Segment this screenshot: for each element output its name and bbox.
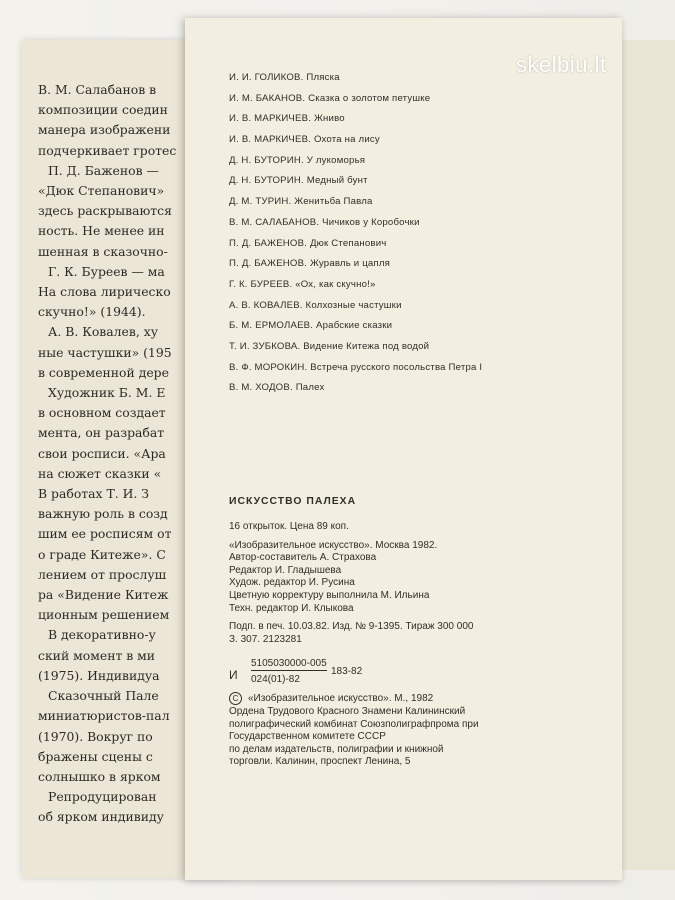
left-page-line: (1975). Индивидуа (38, 667, 160, 683)
printer-line: по делам издательств, полиграфии и книжной (229, 743, 444, 755)
isbn-top: 5105030000-005 (251, 658, 327, 670)
printer-info (229, 706, 609, 769)
editor-line: Редактор И. Гладышева (229, 564, 342, 576)
left-page-line: в современной дере (38, 364, 169, 380)
list-item-title: Палех (295, 382, 325, 394)
list-item (229, 109, 619, 130)
list-item-author: Г. К. БУРЕЕВ. (229, 278, 293, 290)
left-page-line: ционным решением (38, 607, 170, 623)
left-page-line: об ярком индивиду (38, 809, 164, 825)
list-item (229, 89, 619, 110)
art-editor-line: Худож. редактор И. Русина (229, 577, 355, 589)
list-item-author: Т. И. ЗУБКОВА. (229, 340, 301, 352)
list-item-author: И. И. ГОЛИКОВ. (229, 72, 304, 83)
list-item (229, 151, 619, 172)
printer-line: Государственном комитете СССР (229, 731, 386, 743)
left-page-line: здесь раскрываются (38, 203, 172, 219)
left-page-line: Г. К. Буреев — ма (48, 263, 165, 279)
left-page-line: А. В. Ковалев, ху (48, 324, 158, 340)
left-page-line: шенная в сказочно- (38, 243, 168, 259)
back-page-edge (620, 40, 675, 870)
list-item (229, 275, 619, 296)
isbn-code: 183-82 (331, 666, 363, 678)
watermark (488, 52, 607, 78)
left-page-line: В декоративно-у (48, 627, 156, 643)
watermark-text: skelbiu.lt (516, 52, 607, 77)
left-page-line: «Дюк Степанович» (38, 183, 165, 199)
list-item (229, 192, 619, 213)
list-item-author: Д. М. ТУРИН. (229, 196, 292, 208)
list-item-author: Д. Н. БУТОРИН. (229, 154, 304, 166)
printer-line: полиграфический комбинат Союзполиграфпрома при (229, 718, 479, 730)
list-item (229, 234, 619, 255)
list-item-title: Женитьба Павла (294, 196, 373, 208)
left-page-line: Художник Б. М. Е (48, 385, 166, 401)
list-item-title: Медный бунт (306, 175, 368, 187)
left-page-line: бражены сцены с (38, 748, 153, 764)
list-item (229, 171, 619, 192)
left-page-line: в основном создает (38, 405, 166, 421)
list-item-author: П. Д. БАЖЕНОВ. (229, 237, 308, 249)
left-page-line: подчеркивает гротес (38, 142, 177, 158)
list-item-author: И. М. БАКАНОВ. (229, 92, 306, 104)
left-page-line: о граде Китеже». С (38, 546, 166, 562)
left-page-line: В работах Т. И. З (38, 486, 149, 502)
copyright-line: С «Изобразительное искусство». М., 1982 (229, 692, 609, 706)
postcard-list (229, 68, 619, 399)
isbn-bottom: 024(01)-82 (251, 674, 300, 686)
author-line: Автор-составитель А. Страхова (229, 552, 377, 564)
tech-editor-line: Техн. редактор И. Клыкова (229, 602, 354, 614)
printer-line: торговли. Калинин, проспект Ленина, 5 (229, 756, 411, 768)
list-item-title: Охота на лису (313, 134, 380, 146)
list-item-title: Арабские сказки (316, 320, 393, 332)
list-item (229, 296, 619, 317)
list-item (229, 358, 619, 379)
publisher-line: «Изобразительное искусство». Москва 1982. (229, 539, 438, 551)
list-item-author: В. М. ХОДОВ. (229, 382, 293, 394)
color-proof-line: Цветную корректуру выполнила М. Ильина (229, 589, 430, 601)
left-page-line: ра «Видение Китеж (38, 587, 169, 603)
left-page-line: Сказочный Пале (48, 688, 159, 704)
isbn-block (229, 656, 609, 692)
left-page-line: мента, он разрабат (38, 425, 165, 441)
left-page-line: (1970). Вокруг по (38, 728, 153, 744)
order-line: З. 307. 2123281 (229, 633, 302, 645)
list-item-title: Видение Китежа под водой (303, 340, 430, 352)
list-item-author: Д. Н. БУТОРИН. (229, 175, 304, 187)
list-item-title: Чичиков у Коробочки (322, 216, 420, 228)
list-item (229, 254, 619, 275)
list-item-title: У лукоморья (306, 154, 366, 166)
list-item-title: Колхозные частушки (305, 299, 402, 311)
list-item (229, 378, 619, 399)
list-item-title: Дюк Степанович (309, 237, 387, 249)
print-info-line: Подп. в печ. 10.03.82. Изд. № 9-1395. Тираж 300 000 (229, 621, 474, 633)
list-item-author: И. В. МАРКИЧЕВ. (229, 113, 312, 125)
left-page-line: Репродуцирован (48, 789, 157, 805)
printer-line: Ордена Трудового Красного Знамени Калининский (229, 706, 466, 718)
list-item-title: «Ох, как скучно!» (295, 278, 376, 290)
price-line: 16 открыток. Цена 89 коп. (229, 521, 349, 532)
left-page-line: свои росписи. «Ара (38, 445, 166, 461)
left-page-line: скучно!» (1944). (38, 304, 146, 320)
isbn-letter: И (229, 668, 238, 683)
left-page-line: лением от прослуш (38, 566, 167, 582)
left-page-line: манера изображени (38, 122, 171, 138)
list-item-title: Сказка о золотом петушке (308, 92, 431, 104)
list-item-author: В. Ф. МОРОКИН. (229, 361, 308, 373)
list-item-title: Жниво (313, 113, 345, 125)
left-page-line: ные частушки» (195 (38, 344, 172, 360)
book-title: ИСКУССТВО ПАЛЕХА (229, 496, 357, 507)
list-item-title: Пляска (306, 72, 340, 83)
left-page-line: шим ее росписям от (38, 526, 172, 542)
left-page-line: важную роль в созд (38, 506, 168, 522)
list-item-author: И. В. МАРКИЧЕВ. (229, 134, 312, 146)
left-page-line: миниатюристов-пал (38, 708, 170, 724)
left-page-line: ность. Не менее ин (38, 223, 165, 239)
list-item (229, 213, 619, 234)
list-item-author: Б. М. ЕРМОЛАЕВ. (229, 320, 314, 332)
left-page-line: П. Д. Баженов — (48, 162, 159, 178)
left-page-line: На слова лирическо (38, 284, 171, 300)
copyright-icon: С (229, 692, 242, 705)
colophon (229, 496, 609, 769)
list-item (229, 130, 619, 151)
list-item-author: В. М. САЛАБАНОВ. (229, 216, 320, 228)
left-page-line: на сюжет сказки « (38, 465, 162, 481)
front-page (185, 18, 622, 880)
list-item (229, 337, 619, 358)
left-page-line: В. М. Салабанов в (38, 82, 157, 97)
list-item-title: Встреча русского посольства Петра I (310, 361, 483, 373)
left-page-line: композиции соедин (38, 102, 168, 118)
left-page-line: ский момент в ми (38, 647, 156, 663)
list-item-title: Журавль и цапля (309, 258, 391, 270)
list-item (229, 316, 619, 337)
list-item-author: А. В. КОВАЛЕВ. (229, 299, 303, 311)
list-item-author: П. Д. БАЖЕНОВ. (229, 258, 308, 270)
left-page-line: солнышко в ярком (38, 768, 161, 784)
